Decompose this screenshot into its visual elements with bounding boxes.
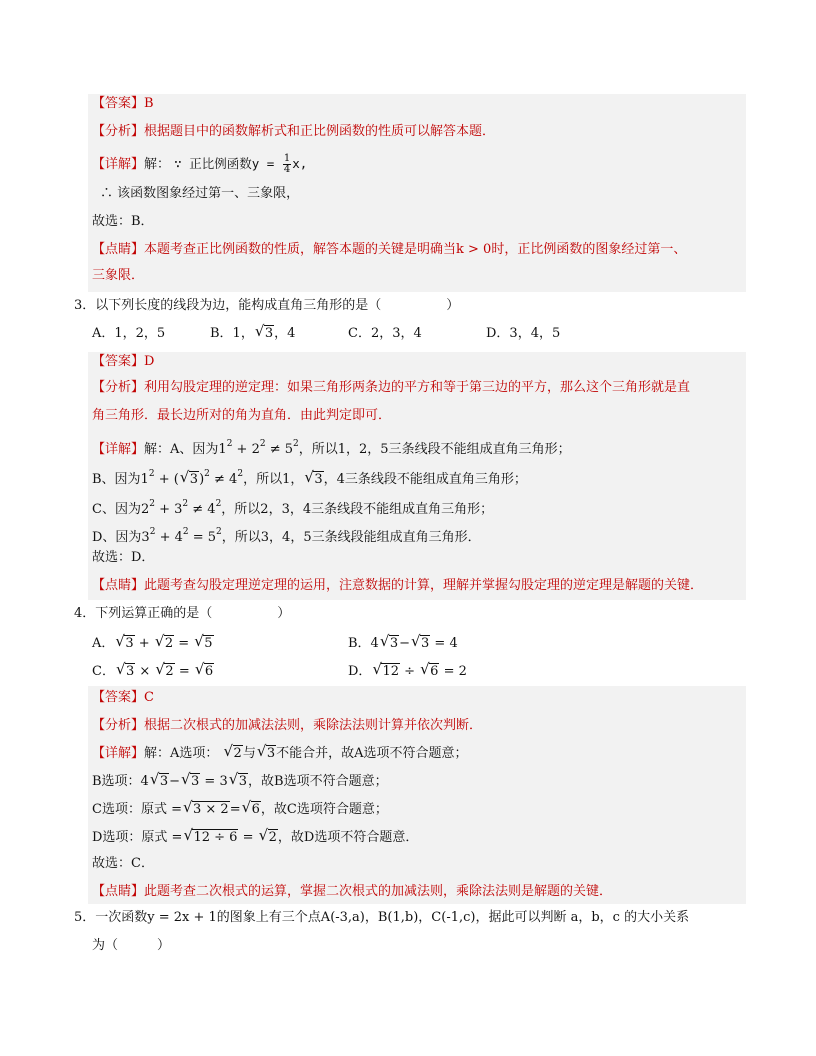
q3-option-b[interactable]: B．1， √ 3，4 [210,322,296,341]
q2-answer: 【答案】B [92,96,154,111]
q4-detail-d: D选项：原式 = √ 12 ÷ 6 = √ 2，故D选项不符合题意． [92,826,419,845]
q4-analysis: 【分析】根据二次根式的加减法法则，乘除法法则计算并依次判断． [92,718,483,733]
q2-choice: 故选：B． [92,214,154,229]
q4-detail-c: C选项：原式 = √ 3 × 2= √ 6，故C选项符合题意； [92,798,388,817]
q3-stem: 3．以下列长度的线段为边，能构成直角三角形的是（ ） [74,298,460,313]
q2-analysis: 【分析】根据题目中的函数解析式和正比例函数的性质可以解答本题． [92,124,496,139]
q3-detail-c: C、因为$2^2 + 3^2 \ne 4^2$，所以2，3，4三条线段不能组成直角三角形； [92,499,494,517]
q4-option-b[interactable]: B．4 √ 3− √ 3 = 4 [348,632,458,651]
answer-label: 【答案】 [92,96,145,111]
q4-detail-a: 【详解】解：A选项： √ 2与 √ 3不能合并，故A选项不符合题意； [92,742,468,761]
q3-detail-a: 【详解】解：A、因为$1^2 + 2^2 \ne 5^2$，所以1，2，5三条线段不能组成直角三角形； [92,439,571,457]
q3-analysis: 【分析】利用勾股定理的逆定理：如果三角形两条边的平方和等于第三边的平方，那么这个三角形就是直 [92,380,691,395]
q2-comment-line2: 三象限． [92,268,145,283]
q3-option-c[interactable]: C．2，3，4 [348,326,422,341]
q3-option-a[interactable]: A．1，2，5 [92,326,166,341]
q4-stem: 4．下列运算正确的是（ ） [74,606,291,621]
q4-detail-b: B选项：4 √ 3− √ 3 = 3 √ 3，故B选项不符合题意； [92,770,388,789]
q5-stem: 5．一次函数y = 2x + 1的图象上有三个点A(-3,a)，B(1,b)，C(-1,c)，据此可以判断 a，b，c 的大小关系 [74,910,690,925]
q2-detail-line2: ∴ 该函数图象经过第一、三象限， [100,186,300,201]
q2-detail: 【详解】解： ∵ 正比例函数y = $\frac{1}{4}$ x, [92,153,308,175]
q3-option-d[interactable]: D．3，4，5 [486,326,561,341]
fraction: $\frac{1}{4}$ [283,153,291,175]
q4-option-d[interactable]: D． √ 12 ÷ √ 6 = 2 [348,660,467,679]
q2-comment: 【点睛】本题考查正比例函数的性质，解答本题的关键是明确当k > 0时，正比例函数的图象经过第一、 [92,242,687,257]
q3-detail-d: D、因为$3^2 + 4^2 = 5^2$，所以3，4，5三条线段能组成直角三角形． [92,527,481,545]
q3-detail-b: B、因为$1^2$ + ( √ $3)^2 \ne 4^2$，所以1， √ 3，4三条线段不能组成直角三角形； [92,468,527,487]
q3-choice: 故选：D． [92,550,155,565]
q5-stem-line2: 为（ ） [92,938,171,953]
q3-analysis-line2: 角三角形．最长边所对的角为直角．由此判定即可． [92,408,392,423]
q4-comment: 【点睛】此题考查二次根式的运算，掌握二次根式的加减法则，乘除法法则是解题的关键． [92,884,613,899]
q3-answer: 【答案】D [92,354,155,369]
q3-comment: 【点睛】此题考查勾股定理逆定理的运用，注意数据的计算，理解并掌握勾股定理的逆定理是解题的关键． [92,578,704,593]
q4-choice: 故选：C． [92,856,154,871]
q4-option-a[interactable]: A． √ 3 + √ 2 = √ 5 [92,632,213,651]
q4-option-c[interactable]: C． √ 3 × √ 2 = √ 6 [92,660,214,679]
q4-answer: 【答案】C [92,690,154,705]
